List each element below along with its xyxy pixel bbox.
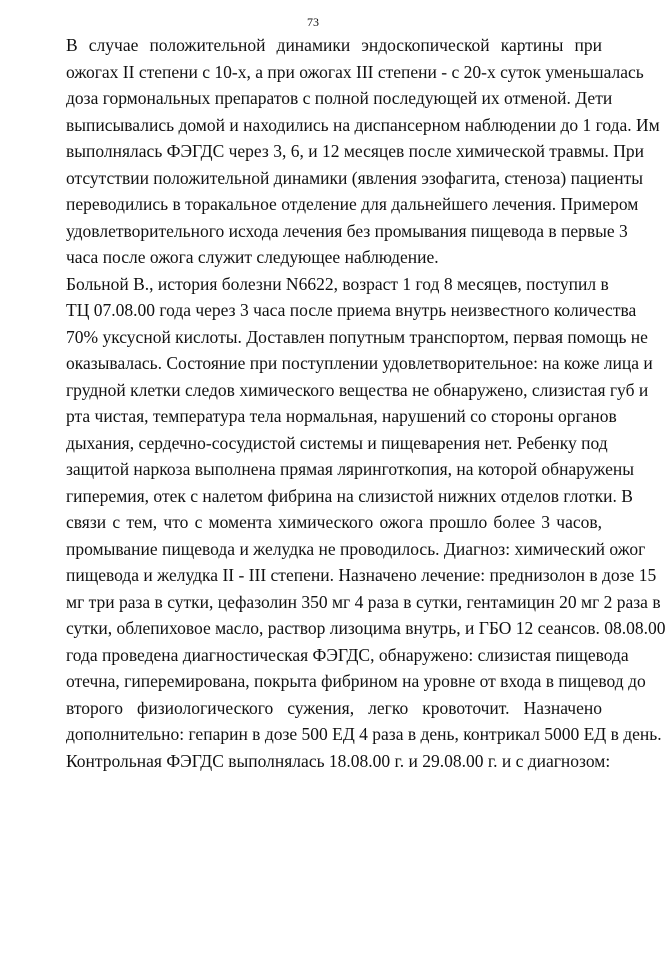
text-line: доза гормональных препаратов с полной последующей их отменой. Дети <box>66 88 613 108</box>
text-line: выполнялась ФЭГДС через 3, 6, и 12 месяцев после химической травмы. При <box>66 141 644 161</box>
text-line: пищевода и желудка II - III степени. Назначено лечение: преднизолон в дозе 15 <box>66 565 657 585</box>
text-line: часа после ожога служит следующее наблюдение. <box>66 247 439 267</box>
text-line: отечна, гиперемирована, покрыта фибрином на уровне от входа в пищевод до <box>66 671 646 691</box>
text-line: защитой наркоза выполнена прямая ляринготкопия, на которой обнаружены <box>66 459 635 479</box>
text-line: дыхания, сердечно-сосудистой системы и пищеварения нет. Ребенку под <box>66 432 608 453</box>
text-line: переводились в торакальное отделение для дальнейшего лечения. Примером <box>66 194 639 214</box>
text-line: рта чистая, температура тела нормальная, нарушений со стороны органов <box>66 406 617 426</box>
text-line: удовлетворительного исхода лечения без промывания пищевода в первые 3 <box>66 220 628 241</box>
text-line: гиперемия, отек с налетом фибрина на слизистой нижних отделов глотки. В <box>66 485 633 506</box>
document-body <box>62 32 666 774</box>
text-line: ожогах II степени с 10-х, а при ожогах III степени - с 20-х суток уменьшалась <box>66 61 644 82</box>
text-line: дополнительно: гепарин в дозе 500 ЕД 4 раза в день, контрикал 5000 ЕД в день. <box>66 724 662 744</box>
page-number: 73 <box>307 15 319 29</box>
text-line: 70% уксусной кислоты. Доставлен попутным транспортом, первая помощь не <box>66 326 648 347</box>
text-line: оказывалась. Состояние при поступлении удовлетворительное: на коже лица и <box>66 353 653 373</box>
text-line: года проведена диагностическая ФЭГДС, обнаружено: слизистая пищевода <box>66 644 629 665</box>
text-line: В случае положительной динамики эндоскопической картины при <box>66 35 602 55</box>
text-line: сутки, облепиховое масло, раствор лизоцима внутрь, и ГБО 12 сеансов. 08.08.00 <box>66 618 666 638</box>
text-line: связи с тем, что с момента химического ожога прошло более 3 часов, <box>66 512 602 532</box>
text-line: выписывались домой и находились на диспансерном наблюдении до 1 года. Им <box>66 114 660 135</box>
text-line: отсутствии положительной динамики (явления эзофагита, стеноза) пациенты <box>66 167 644 188</box>
text-line: Больной В., история болезни N6622, возраст 1 год 8 месяцев, поступил в <box>66 273 609 294</box>
text-line: второго физиологического сужения, легко кровоточит. Назначено <box>66 697 602 718</box>
paragraph-1 <box>62 32 660 271</box>
text-line: грудной клетки следов химического вещества не обнаружено, слизистая губ и <box>66 379 649 400</box>
text-line: промывание пищевода и желудка не проводилось. Диагноз: химический ожог <box>66 538 646 559</box>
paragraph-2 <box>62 271 666 775</box>
text-line: Контрольная ФЭГДС выполнялась 18.08.00 г. и 29.08.00 г. и с диагнозом: <box>66 750 611 771</box>
text-line: ТЦ 07.08.00 года через 3 часа после приема внутрь неизвестного количества <box>66 300 637 320</box>
text-line: мг три раза в сутки, цефазолин 350 мг 4 раза в сутки, гентамицин 20 мг 2 раза в <box>66 591 661 612</box>
